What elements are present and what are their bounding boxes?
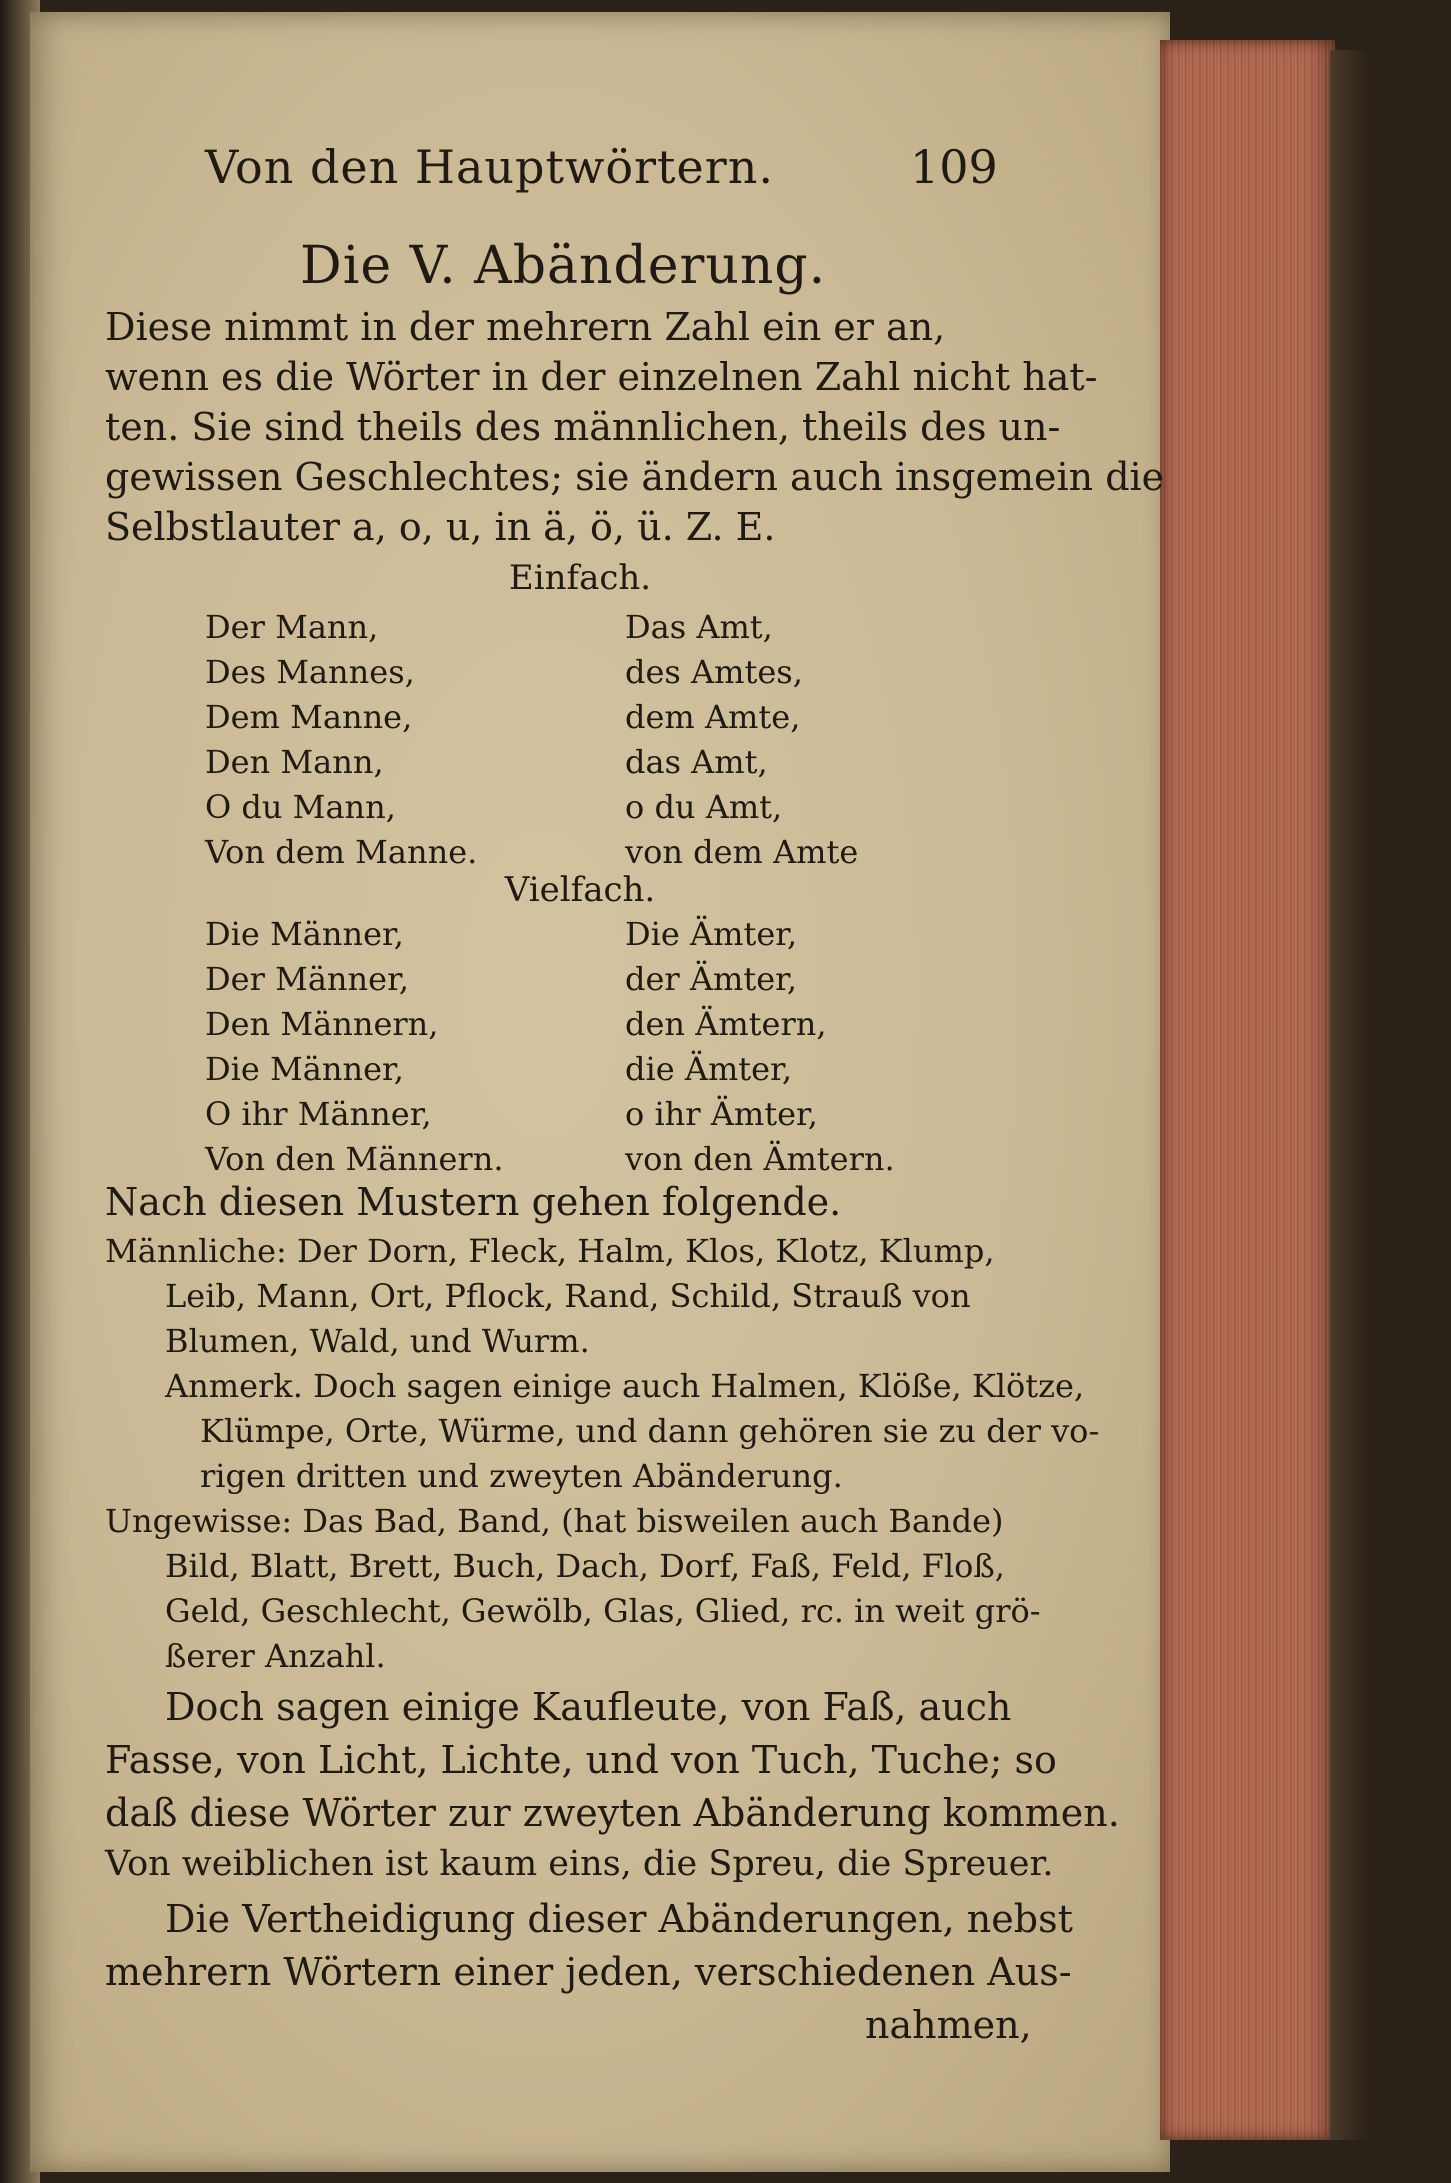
singular-left: Dem Manne, — [205, 698, 413, 736]
page-number: 109 — [910, 140, 998, 194]
singular-right: dem Amte, — [625, 698, 801, 736]
catchword: nahmen, — [865, 2003, 1032, 2047]
plural-left: Der Männer, — [205, 960, 410, 998]
plural-right: den Ämtern, — [625, 1005, 827, 1043]
note-line: Klümpe, Orte, Würme, und dann gehören sie zu der vo- — [200, 1412, 1100, 1450]
plural-left: Den Männern, — [205, 1005, 439, 1043]
intro-line: gewissen Geschlechtes; sie ändern auch insgemein die — [105, 455, 1165, 499]
neuter-line: Geld, Geschlecht, Gewölb, Glas, Glied, rc. in weit grö- — [165, 1592, 1041, 1630]
singular-heading: Einfach. — [508, 558, 652, 598]
intro-line: Selbstlauter a, o, u, in ä, ö, ü. Z. E. — [105, 505, 776, 549]
singular-left: O du Mann, — [205, 788, 396, 826]
masculine-line: Männliche: Der Dorn, Fleck, Halm, Klos, Klotz, Klump, — [105, 1232, 995, 1270]
plural-left: O ihr Männer, — [205, 1095, 432, 1133]
masculine-line: Blumen, Wald, und Wurm. — [165, 1322, 590, 1360]
masculine-line: Leib, Mann, Ort, Pflock, Rand, Schild, Strauß von — [165, 1277, 971, 1315]
singular-left: Von dem Manne. — [205, 833, 478, 871]
plural-left: Von den Männern. — [205, 1140, 504, 1178]
singular-right: von dem Amte — [625, 833, 859, 871]
singular-left: Des Mannes, — [205, 653, 415, 691]
singular-right: des Amtes, — [625, 653, 803, 691]
note-line: rigen dritten und zweyten Abänderung. — [200, 1457, 843, 1495]
neuter-line: Bild, Blatt, Brett, Buch, Dach, Dorf, Faß, Feld, Floß, — [165, 1547, 1005, 1585]
singular-left: Den Mann, — [205, 743, 384, 781]
closing-line: Doch sagen einige Kaufleute, von Faß, auch — [165, 1685, 1012, 1729]
transition-line: Nach diesen Mustern gehen folgende. — [105, 1180, 842, 1224]
note-line: Anmerk. Doch sagen einige auch Halmen, Klöße, Klötze, — [165, 1367, 1085, 1405]
plural-heading: Vielfach. — [504, 870, 656, 910]
intro-line: wenn es die Wörter in der einzelnen Zahl nicht hat- — [105, 355, 1098, 399]
plural-right: der Ämter, — [625, 960, 798, 998]
page-edges — [1160, 40, 1335, 2140]
singular-left: Der Mann, — [205, 608, 379, 646]
closing-line: daß diese Wörter zur zweyten Abänderung kommen. — [105, 1791, 1120, 1835]
neuter-line: Ungewisse: Das Bad, Band, (hat bisweilen auch Bande) — [105, 1502, 1004, 1540]
singular-right: das Amt, — [625, 743, 768, 781]
cover-edge — [1330, 50, 1370, 2140]
closing-line: mehrern Wörtern einer jeden, verschiedenen Aus- — [105, 1950, 1072, 1994]
plural-right: o ihr Ämter, — [625, 1095, 818, 1133]
plural-right: die Ämter, — [625, 1050, 793, 1088]
intro-line: ten. Sie sind theils des männlichen, theils des un- — [105, 405, 1061, 449]
singular-right: Das Amt, — [625, 608, 773, 646]
section-title: Die V. Abänderung. — [300, 236, 827, 296]
closing-line: Von weiblichen ist kaum eins, die Spreu, die Spreuer. — [105, 1844, 1054, 1884]
neuter-line: ßerer Anzahl. — [165, 1637, 386, 1675]
closing-line: Fasse, von Licht, Lichte, und von Tuch, Tuche; so — [105, 1738, 1057, 1782]
intro-line: Diese nimmt in der mehrern Zahl ein er an, — [105, 305, 946, 349]
plural-right: Die Ämter, — [625, 915, 798, 953]
singular-right: o du Amt, — [625, 788, 783, 826]
closing-line: Die Vertheidigung dieser Abänderungen, nebst — [165, 1897, 1073, 1941]
plural-left: Die Männer, — [205, 915, 404, 953]
running-title: Von den Hauptwörtern. — [205, 140, 774, 194]
plural-left: Die Männer, — [205, 1050, 404, 1088]
plural-right: von den Ämtern. — [625, 1140, 895, 1178]
